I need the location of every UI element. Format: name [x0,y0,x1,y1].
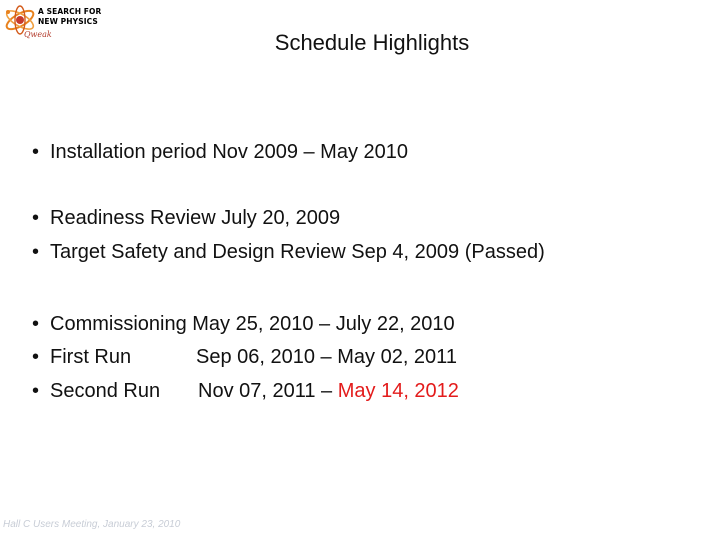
bullet-commissioning [32,313,455,336]
footer-text: Hall C Users Meeting, January 23, 2010 [3,519,181,530]
bullet-text: Commissioning May 25, 2010 – July 22, 2010 [50,313,455,335]
bullet-dot: • [32,241,40,263]
logo-text-line2: NEW PHYSICS [38,17,98,26]
bullet-safety-review [32,241,545,264]
bullet-text: Readiness Review July 20, 2009 [50,207,341,229]
bullet-dot: • [32,380,40,402]
bullet-readiness-review [32,207,340,230]
bullet-second-run [32,380,459,403]
bullet-text: Installation period Nov 2009 – May 2010 [50,141,409,163]
second-run-dates [198,380,459,403]
bullet-dot: • [32,313,40,335]
second-run-end-highlight: May 14, 2012 [337,380,459,402]
slide-title: Schedule Highlights [274,30,470,55]
second-run-label: Second Run [50,380,161,402]
bullet-text: Target Safety and Design Review Sep 4, 2009 (Passed) [50,241,545,263]
bullet-first-run [32,346,457,369]
logo-wordmark: Qweak [24,30,52,39]
first-run-label: First Run [50,346,132,368]
bullet-installation [32,141,408,164]
second-run-start: Nov 07, 2011 – [198,380,338,402]
bullet-dot: • [32,141,40,163]
bullet-dot: • [32,207,40,229]
first-run-dates: Sep 06, 2010 – May 02, 2011 [196,346,457,368]
bullet-dot: • [32,346,40,368]
logo-text-line1: A SEARCH FOR [38,7,102,16]
